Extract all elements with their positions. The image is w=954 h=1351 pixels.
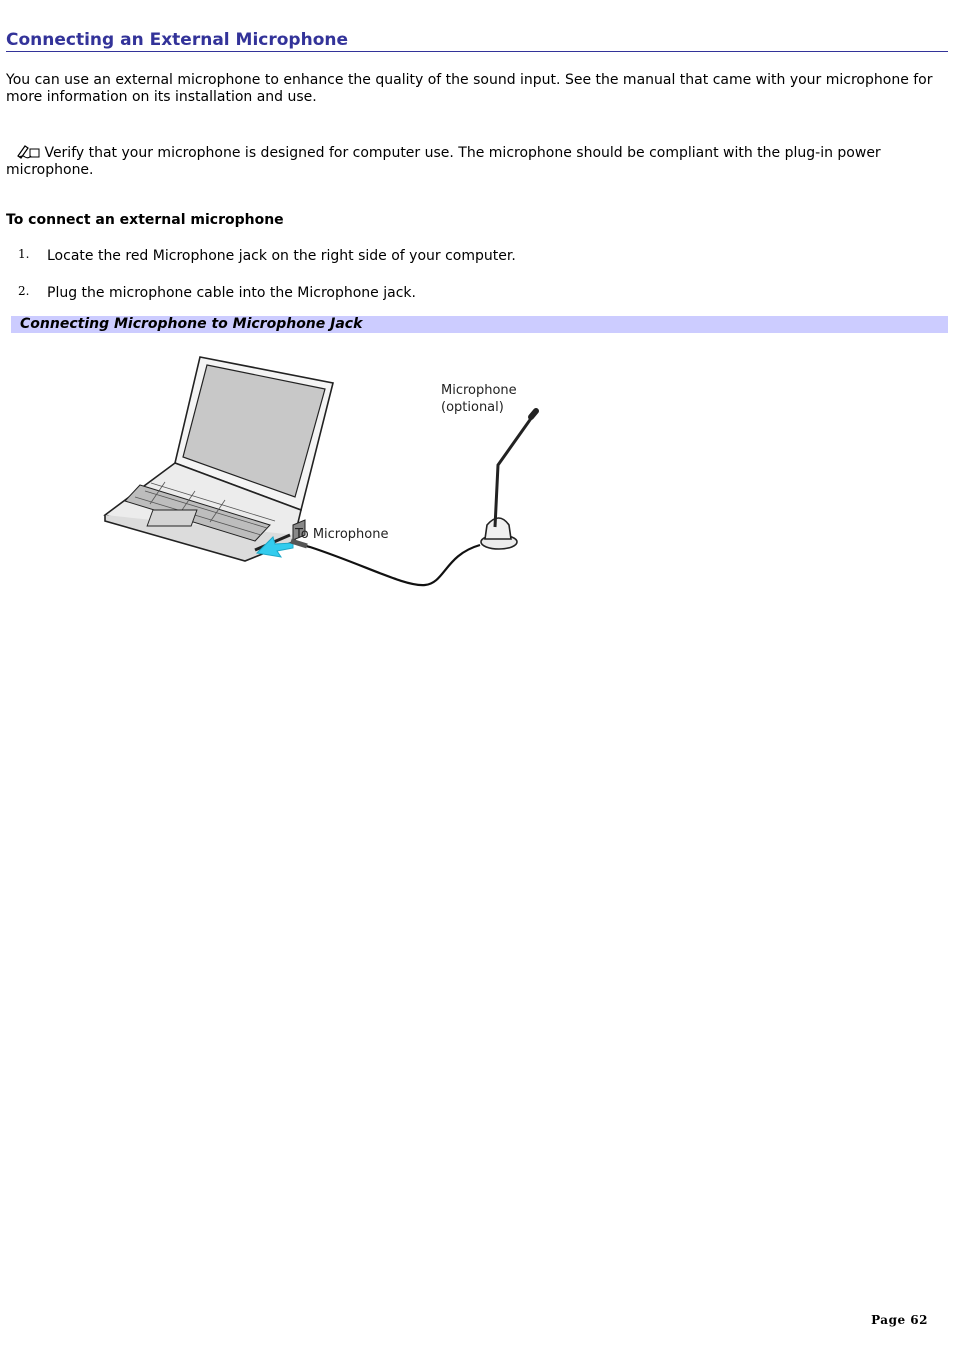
note-pencil-icon	[16, 143, 40, 159]
optional-label: (optional)	[441, 400, 504, 415]
illustration-svg	[95, 345, 555, 595]
laptop-microphone-illustration	[95, 345, 555, 595]
step-number: 1.	[18, 247, 30, 261]
figure-caption-bar	[11, 316, 948, 333]
microphone-cable	[295, 543, 480, 585]
figure-caption: Connecting Microphone to Microphone Jack	[20, 316, 363, 332]
microphone-illustration	[481, 411, 536, 549]
microphone-label: Microphone	[441, 383, 517, 398]
note-text: Verify that your microphone is designed for computer use. The microphone should be compliant with the plug-in power microphone.	[6, 145, 881, 178]
note-paragraph	[6, 143, 946, 179]
page-number: Page 62	[871, 1313, 928, 1327]
step-text: Locate the red Microphone jack on the right side of your computer.	[47, 248, 516, 264]
intro-paragraph: You can use an external microphone to enhance the quality of the sound input. See the manual that came with your microphone for more information on its installation and use.	[6, 72, 933, 105]
procedure-heading: To connect an external microphone	[6, 212, 284, 228]
step-text: Plug the microphone cable into the Microphone jack.	[47, 285, 416, 301]
step-number: 2.	[18, 284, 30, 298]
page-title: Connecting an External Microphone	[6, 30, 948, 52]
to-microphone-label: To Microphone	[295, 527, 389, 542]
